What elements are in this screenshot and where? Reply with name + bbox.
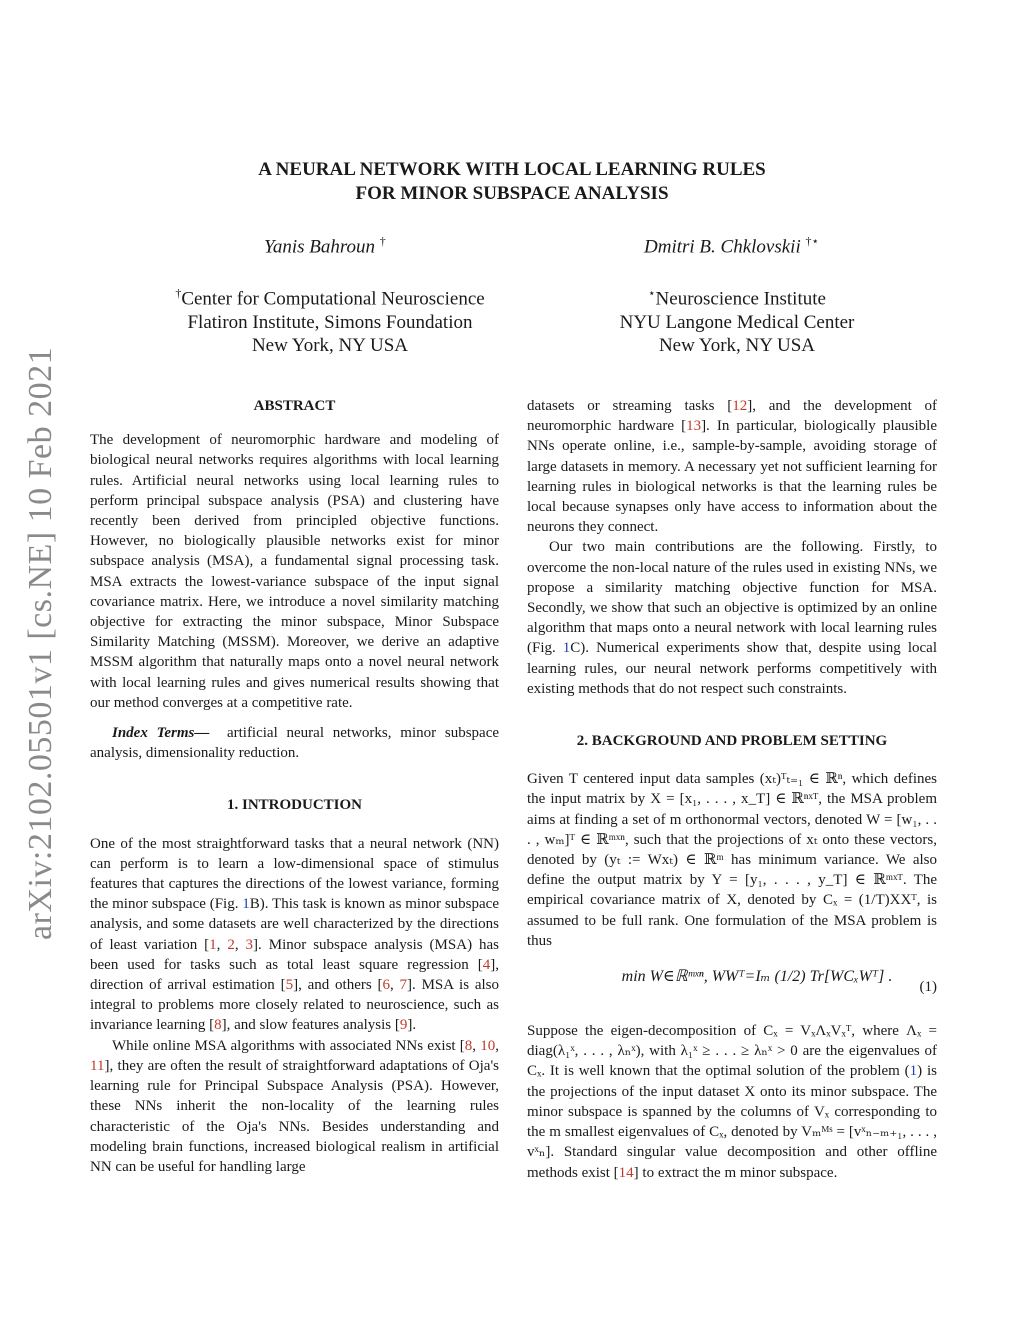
affiliation-2 xyxy=(560,282,914,358)
background-paragraph-1: Given T centered input data samples (xₜ)ᵀₜ₌₁ ∈ ℝⁿ, which defines the input matrix by X = [x₁, . . . , x_T] ∈ ℝⁿˣᵀ, the MSA problem aims at finding a set of m orthonormal vectors, denoted W = [w₁, . . . , wₘ]ᵀ ∈ ℝᵐˣⁿ, such that the projections of xₜ onto these vectors, denoted by (yₜ := Wxₜ) ∈ ℝᵐ has minimum variance. We also define the output matrix by Y = [y₁, . . . , y_T] ∈ ℝᵐˣᵀ. The empirical covariance matrix of X, denoted by Cₓ = (1/T)XXᵀ, is assumed to be full rank. One formulation of the MSA problem is thus xyxy=(527,771,937,949)
citation-link[interactable]: 13 xyxy=(686,418,702,435)
index-terms xyxy=(90,723,499,763)
citation-link[interactable]: 6 xyxy=(382,977,390,994)
equation-1-body: min W∈ℝᵐˣⁿ, WWᵀ=Iₘ (1/2) Tr[WCₓWᵀ] . xyxy=(621,968,893,986)
fig-ref[interactable]: 1 xyxy=(242,896,250,913)
citation-link[interactable]: 2 xyxy=(227,936,235,953)
citation-link[interactable]: 8 xyxy=(464,1037,473,1054)
author-2-mark: †⋆ xyxy=(805,234,819,248)
equation-1 xyxy=(527,963,937,1015)
citation-link[interactable]: 1 xyxy=(209,936,217,953)
left-column xyxy=(90,396,499,1177)
author-2-name: Dmitri B. Chklovskii xyxy=(644,236,801,258)
citation-link[interactable]: 5 xyxy=(285,977,294,994)
affiliation-2-line-2: NYU Langone Medical Center xyxy=(619,311,855,333)
intro-paragraph-1: One of the most straightforward tasks that a neural network (NN) can perform is to learn a low-dimensional space of stimulus features that captures the directions of the lowest variance, forming the minor subspace (Fig. 1B). This task is known as minor subspace analysis, and some datasets are well characterized by the directions of least variation [1, 2, 3]. Minor subspace analysis (MSA) has been used for tasks such as total least square regression [4], direction of arrival estimation [5], and others [6, 7]. MSA is also integral to problems more closely related to neuroscience, such as invariance learning [8], and slow features analysis [9]. xyxy=(90,835,500,1034)
equation-ref[interactable]: 1 xyxy=(909,1063,918,1080)
affiliation-1-line-2: Flatiron Institute, Simons Foundation xyxy=(187,311,473,333)
right-paragraph-1: datasets or streaming tasks [12], and the development of neuromorphic hardware [13]. In particular, biologically plausible NNs operate online, i.e., sample-by-sample, avoiding storage of large datasets in memory. A necessary yet not sufficient learning for learning rules in biological networks is that the learning rules be local because synapses only have access to information about the neurons they connect. xyxy=(527,398,938,536)
right-column xyxy=(527,396,937,1183)
citation-link[interactable]: 12 xyxy=(732,398,748,414)
paper-title xyxy=(0,158,1024,206)
fig-ref[interactable]: 1 xyxy=(562,640,571,657)
citation-link[interactable]: 14 xyxy=(618,1164,634,1181)
right-paragraph-2: Our two main contributions are the following. Firstly, to overcome the non-local nature of the rules used in existing NNs, we propose a similarity matching objective function for MSA. Secondly, we show that such an objective is optimized by an online algorithm that maps onto a neural network with local learning rules (Fig. 1C). Numerical experiments show that, despite using local learning rules, our neural network performs competitively with existing methods that do not respect such constraints. xyxy=(527,539,937,697)
citation-link[interactable]: 9 xyxy=(399,1017,408,1034)
intro-paragraph-2: While online MSA algorithms with associated NNs exist [8, 10, 11], they are often the result of straightforward adaptations of Oja's learning rule for Principal Subspace Analysis (PSA). However, these NNs inherit the non-locality of the learning rules characteristic of the Oja's NNs. Besides understanding and modeling brain functions, increased biological realism in artificial NN can be useful for handling large xyxy=(90,1037,500,1175)
index-terms-text: artificial neural networks, minor subspace analysis, dimensionality reduction. xyxy=(90,725,500,762)
abstract-heading: ABSTRACT xyxy=(253,398,336,414)
affiliation-1-line-3: New York, NY USA xyxy=(251,335,409,357)
author-1 xyxy=(264,234,386,258)
background-paragraph-2: Suppose the eigen-decomposition of Cₓ = VₓΛₓVₓᵀ, where Λₓ = diag(λ₁ˣ, . . . , λₙˣ), with λ₁ˣ ≥ . . . ≥ λₙˣ > 0 are the eigenvalues of Cₓ. It is well known that the optimal solution of the problem (1) is the projections of the input dataset X onto its minor subspace. The minor subspace is spanned by the columns of Vₓ corresponding to the m smallest eigenvalues of Cₓ, denoted by Vₘᴹˢ = [vˣₙ₋ₘ₊₁, . . . , vˣₙ]. Standard singular value decomposition and other offline methods exist [14] to extract the m minor subspace. xyxy=(527,1023,937,1181)
affiliation-2-line-3: New York, NY USA xyxy=(658,335,816,357)
affiliation-2-line-1: Neuroscience Institute xyxy=(655,288,826,310)
index-terms-label: Index Terms— xyxy=(112,725,210,742)
author-2 xyxy=(644,234,819,258)
affiliation-1 xyxy=(150,282,510,358)
citation-link[interactable]: 11 xyxy=(90,1057,105,1074)
introduction-heading: 1. INTRODUCTION xyxy=(226,797,362,814)
author-1-name: Yanis Bahroun xyxy=(264,236,376,258)
citation-link[interactable]: 10 xyxy=(480,1037,496,1054)
title-line-2: FOR MINOR SUBSPACE ANALYSIS xyxy=(355,183,669,204)
arxiv-identifier: arXiv:2102.05501v1 [cs.NE] 10 Feb 2021 xyxy=(22,346,59,940)
affiliation-1-line-1: Center for Computational Neuroscience xyxy=(181,288,485,310)
citation-link[interactable]: 3 xyxy=(245,936,254,953)
title-line-1: A NEURAL NETWORK WITH LOCAL LEARNING RULES xyxy=(258,159,766,180)
citation-link[interactable]: 8 xyxy=(214,1017,222,1034)
citation-link[interactable]: 7 xyxy=(399,977,408,994)
author-1-mark: † xyxy=(379,234,386,248)
background-heading: 2. BACKGROUND AND PROBLEM SETTING xyxy=(576,733,888,750)
citation-link[interactable]: 4 xyxy=(482,956,491,973)
affiliation-1-mark: † xyxy=(175,286,182,300)
affiliation-2-mark: ⋆ xyxy=(648,286,656,300)
abstract-text: The development of neuromorphic hardware and modeling of biological neural networks requires algorithms with local learning rules. Artificial neural networks using local learning rules to perform principal subspace analysis (PSA) and clustering have recently been derived from principled objective functions. However, no biologically plausible networks exist for minor subspace analysis (MSA), a fundamental signal processing task. MSA extracts the lowest-variance subspace of the input signal covariance matrix. Here, we introduce a novel similarity matching objective for extracting the minor subspace, Minor Subspace Similarity Matching (MSSM). Moreover, we derive an adaptive MSSM algorithm that naturally maps onto a novel neural network with local learning rules and gives numerical results showing that our method converges at a competitive rate. xyxy=(90,432,499,711)
equation-1-number: (1) xyxy=(919,979,937,996)
